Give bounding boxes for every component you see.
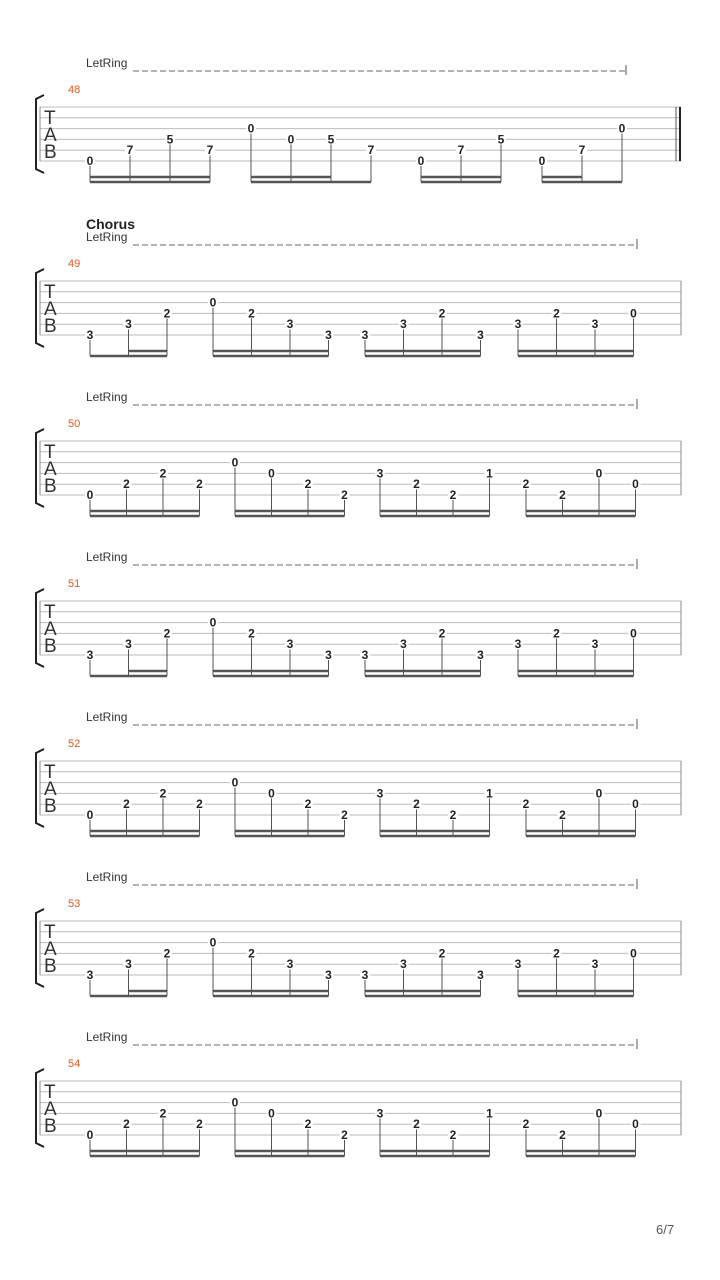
fret-number: 0 (86, 808, 94, 822)
tab-clef-letter: B (44, 636, 57, 657)
fret-number: 3 (591, 317, 599, 332)
fret-number: 3 (125, 637, 132, 652)
fret-number: 2 (196, 477, 203, 492)
measure-number: 52 (68, 738, 81, 750)
fret-number: 2 (438, 306, 446, 321)
fret-number: 0 (630, 306, 637, 321)
let-ring-label: LetRing (86, 1030, 128, 1044)
fret-number: 3 (125, 957, 132, 972)
fret-number: 2 (159, 786, 167, 801)
fret-number: 3 (376, 786, 384, 801)
fret-number: 5 (166, 132, 174, 147)
fret-number: 2 (304, 1117, 312, 1132)
tab-clef-letter: A (44, 1099, 57, 1120)
let-ring-label: LetRing (86, 56, 128, 70)
fret-number: 0 (268, 466, 275, 481)
fret-number: 2 (522, 477, 530, 492)
fret-number: 0 (247, 121, 255, 136)
fret-number: 2 (522, 797, 530, 812)
fret-number: 3 (125, 317, 132, 332)
fret-number: 0 (630, 626, 637, 641)
fret-number: 2 (196, 1117, 203, 1132)
fret-number: 2 (449, 808, 457, 822)
fret-number: 2 (559, 808, 566, 822)
fret-number: 2 (196, 797, 203, 812)
fret-number: 7 (457, 143, 465, 158)
fret-number: 0 (231, 775, 239, 790)
let-ring-label: LetRing (86, 230, 128, 244)
fret-number: 1 (486, 466, 493, 481)
let-ring-label: LetRing (86, 710, 128, 724)
fret-number: 2 (163, 626, 171, 641)
fret-number: 2 (522, 1117, 530, 1132)
fret-number: 2 (248, 626, 255, 641)
tab-clef-letter: B (44, 316, 57, 337)
tab-clef-letter: B (44, 142, 57, 163)
fret-number: 2 (123, 1117, 130, 1132)
tab-clef-letter: B (44, 476, 57, 497)
tab-clef-letter: T (44, 108, 56, 129)
fret-number: 5 (327, 132, 335, 147)
fret-number: 3 (286, 317, 294, 332)
fret-number: 2 (304, 477, 312, 492)
fret-number: 3 (477, 968, 484, 982)
fret-number: 3 (591, 637, 599, 652)
fret-number: 3 (514, 637, 522, 652)
fret-number: 3 (400, 637, 407, 652)
fret-number: 2 (159, 466, 167, 481)
fret-number: 1 (486, 786, 493, 801)
fret-number: 0 (595, 466, 603, 481)
fret-number: 2 (449, 1128, 457, 1142)
fret-number: 3 (400, 317, 407, 332)
tab-clef-letter: B (44, 796, 57, 817)
fret-number: 2 (553, 946, 560, 961)
fret-number: 2 (553, 306, 560, 321)
fret-number: 0 (595, 786, 603, 801)
fret-number: 7 (367, 143, 375, 158)
fret-number: 0 (632, 477, 639, 492)
fret-number: 2 (123, 477, 130, 492)
fret-number: 0 (287, 132, 295, 147)
fret-number: 3 (361, 648, 369, 662)
fret-number: 3 (514, 317, 522, 332)
measure-number: 54 (68, 1058, 81, 1070)
measure-number: 51 (68, 578, 81, 590)
fret-number: 5 (497, 132, 505, 147)
fret-number: 2 (438, 946, 446, 961)
fret-number: 3 (514, 957, 522, 972)
fret-number: 2 (341, 808, 348, 822)
tab-clef-letter: A (44, 939, 57, 960)
fret-number: 3 (325, 968, 332, 982)
tab-clef-letter: T (44, 1082, 56, 1103)
fret-number: 0 (618, 121, 626, 136)
let-ring-label: LetRing (86, 870, 128, 884)
tab-clef-letter: T (44, 602, 56, 623)
tab-clef-letter: T (44, 442, 56, 463)
tab-clef-letter: A (44, 779, 57, 800)
fret-number: 2 (123, 797, 130, 812)
fret-number: 2 (413, 797, 420, 812)
fret-number: 3 (376, 466, 384, 481)
fret-number: 0 (86, 488, 94, 502)
fret-number: 7 (578, 143, 586, 158)
let-ring-label: LetRing (86, 390, 128, 404)
let-ring-label: LetRing (86, 550, 128, 564)
fret-number: 2 (159, 1106, 167, 1121)
fret-number: 2 (559, 488, 566, 502)
page-number: 6/7 (656, 1222, 675, 1237)
fret-number: 2 (341, 488, 348, 502)
fret-number: 3 (591, 957, 599, 972)
fret-number: 2 (341, 1128, 348, 1142)
fret-number: 0 (632, 797, 639, 812)
fret-number: 3 (361, 328, 369, 342)
measure-number: 50 (68, 418, 81, 430)
fret-number: 3 (400, 957, 407, 972)
tab-clef-letter: T (44, 282, 56, 303)
fret-number: 3 (286, 957, 294, 972)
fret-number: 3 (477, 648, 484, 662)
tab-clef-letter: A (44, 299, 57, 320)
fret-number: 2 (304, 797, 312, 812)
fret-number: 0 (632, 1117, 639, 1132)
tab-clef-letter: B (44, 1116, 57, 1137)
fret-number: 2 (248, 306, 255, 321)
fret-number: 1 (486, 1106, 493, 1121)
fret-number: 3 (286, 637, 294, 652)
fret-number: 0 (268, 786, 275, 801)
fret-number: 2 (413, 477, 420, 492)
tab-clef-letter: A (44, 125, 57, 146)
tab-clef-letter: A (44, 459, 57, 480)
section-title: Chorus (86, 216, 135, 232)
fret-number: 3 (361, 968, 369, 982)
fret-number: 0 (417, 154, 425, 168)
fret-number: 3 (86, 328, 94, 342)
fret-number: 0 (86, 1128, 94, 1142)
fret-number: 0 (209, 935, 217, 950)
tab-clef-letter: T (44, 762, 56, 783)
tab-clef-letter: A (44, 619, 57, 640)
fret-number: 2 (553, 626, 560, 641)
fret-number: 2 (449, 488, 457, 502)
tab-clef-letter: B (44, 956, 57, 977)
fret-number: 0 (86, 154, 94, 168)
fret-number: 2 (163, 946, 171, 961)
fret-number: 2 (438, 626, 446, 641)
fret-number: 2 (413, 1117, 420, 1132)
measure-number: 49 (68, 258, 81, 270)
fret-number: 2 (248, 946, 255, 961)
fret-number: 0 (231, 1095, 239, 1110)
fret-number: 7 (126, 143, 134, 158)
fret-number: 2 (163, 306, 171, 321)
measure-number: 48 (68, 84, 81, 96)
fret-number: 0 (595, 1106, 603, 1121)
fret-number: 0 (231, 455, 239, 470)
fret-number: 0 (538, 154, 546, 168)
fret-number: 3 (376, 1106, 384, 1121)
fret-number: 3 (477, 328, 484, 342)
fret-number: 0 (209, 615, 217, 630)
fret-number: 3 (325, 328, 332, 342)
fret-number: 3 (86, 648, 94, 662)
tab-clef-letter: T (44, 922, 56, 943)
measure-number: 53 (68, 898, 81, 910)
fret-number: 2 (559, 1128, 566, 1142)
fret-number: 7 (206, 143, 214, 158)
fret-number: 0 (268, 1106, 275, 1121)
fret-number: 0 (630, 946, 637, 961)
fret-number: 0 (209, 295, 217, 310)
fret-number: 3 (86, 968, 94, 982)
fret-number: 3 (325, 648, 332, 662)
